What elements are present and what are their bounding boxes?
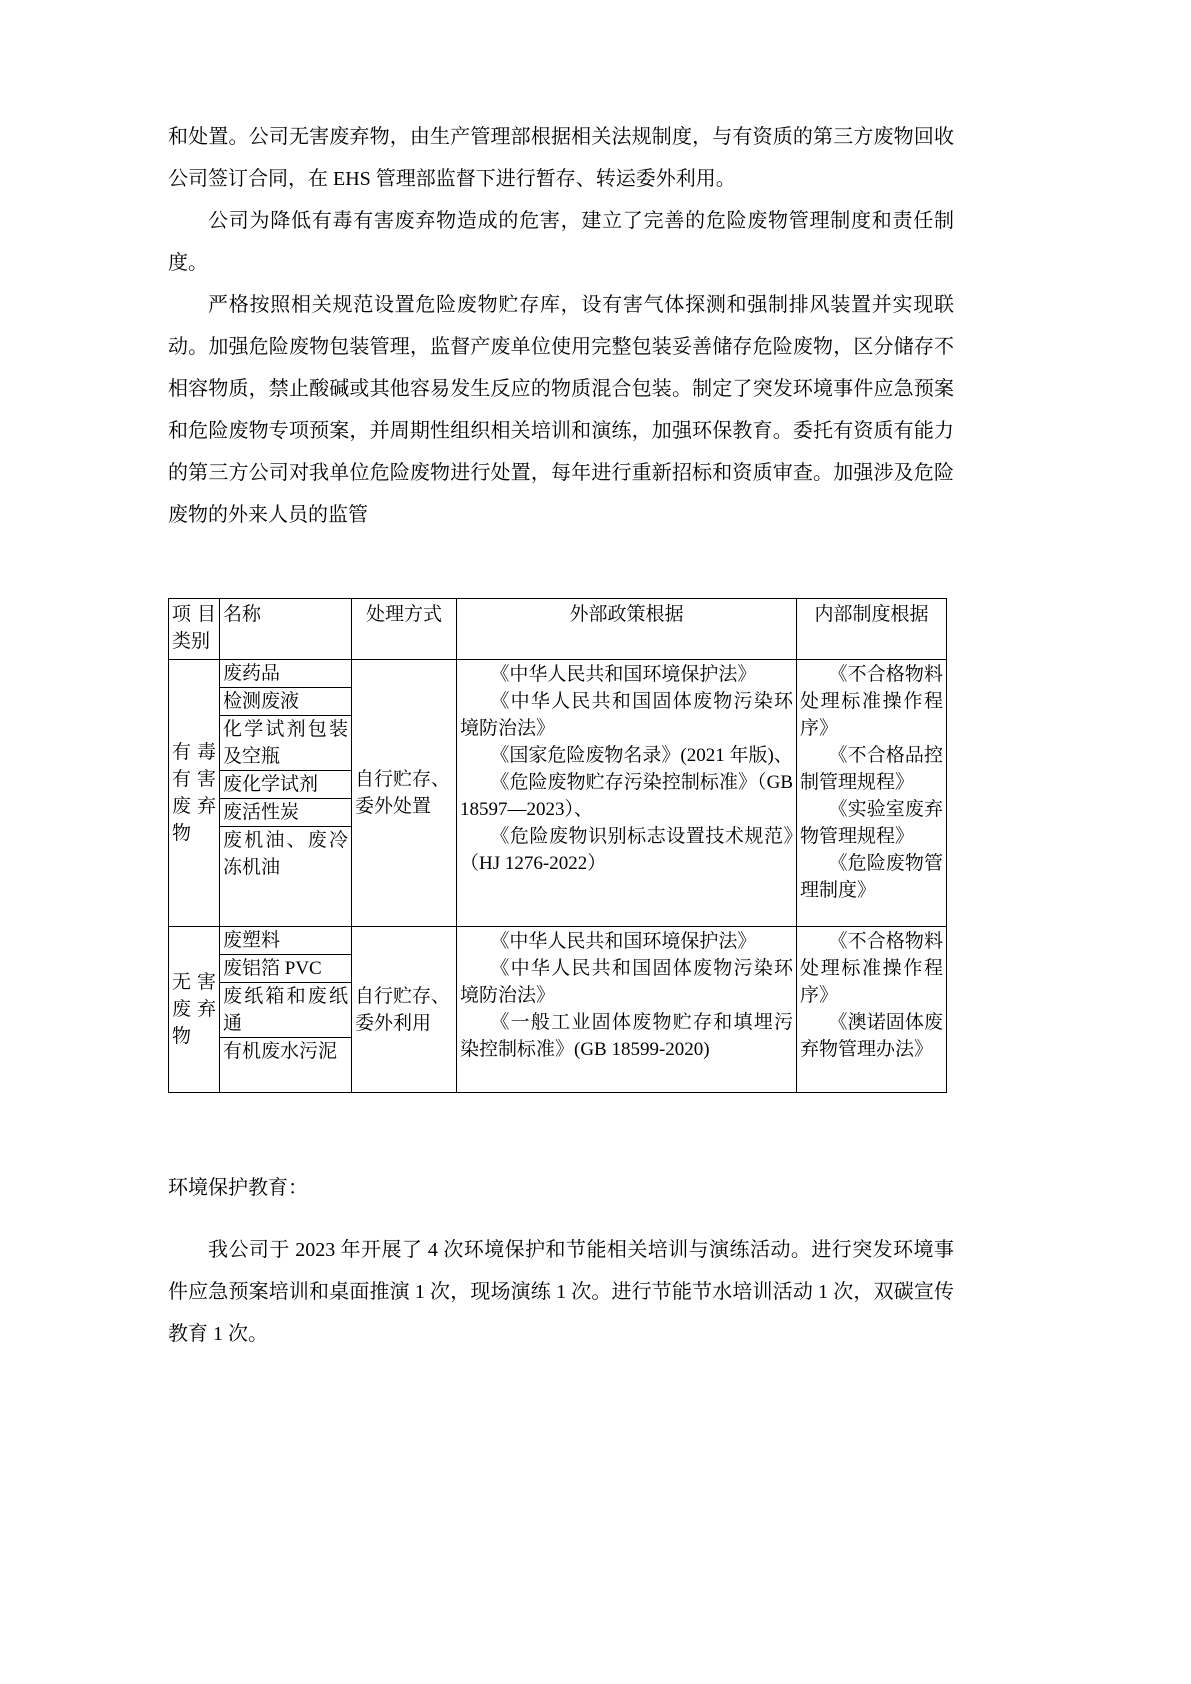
external-policy-item: 《一般工业固体废物贮存和填埋污染控制标准》(GB 18599-2020) xyxy=(460,1012,793,1060)
header-cell-method: 处理方式 xyxy=(351,599,456,659)
name-cell: 废药品 xyxy=(220,660,351,688)
external-policy-item: 《危险废物识别标志设置技术规范》（HJ 1276-2022） xyxy=(460,826,793,874)
name-column xyxy=(219,660,351,926)
table-row-nonhazardous xyxy=(169,926,946,1092)
method-cell xyxy=(351,660,456,926)
external-policy-cell xyxy=(456,660,796,926)
internal-policy-cell xyxy=(796,660,946,926)
external-policy-cell xyxy=(456,927,796,1092)
external-policy-item: 《中华人民共和国环境保护法》 xyxy=(490,931,757,952)
table-row-hazardous xyxy=(169,659,946,926)
name-cell: 有机废水污泥 xyxy=(223,1041,338,1062)
internal-policy-item: 《实验室废弃物管理规程》 xyxy=(800,799,943,847)
name-cell: 废化学试剂 xyxy=(220,771,351,799)
category-label: 有毒有害废弃物 xyxy=(172,742,216,844)
name-cell: 废塑料 xyxy=(220,927,351,955)
external-policy-item: 《危险废物贮存污染控制标准》（GB 18597—2023）、 xyxy=(460,772,793,820)
external-policy-item: 《国家危险废物名录》(2021 年版)、 xyxy=(490,745,793,766)
waste-management-table xyxy=(168,598,947,1093)
name-cell: 废机油、废冷冻机油 xyxy=(223,830,348,878)
method-label: 自行贮存、委外利用 xyxy=(355,985,451,1034)
name-column xyxy=(219,927,351,1092)
external-policy-item: 《中华人民共和国固体废物污染环境防治法》 xyxy=(460,958,793,1006)
category-label: 无害废弃物 xyxy=(172,972,216,1047)
section-heading-environmental-education: 环境保护教育： xyxy=(168,1177,308,1199)
internal-policy-item: 《危险废物管理制度》 xyxy=(800,853,943,901)
internal-policy-item: 《不合格品控制管理规程》 xyxy=(800,745,943,793)
name-cell: 检测废液 xyxy=(220,688,351,716)
external-policy-item: 《中华人民共和国环境保护法》 xyxy=(490,664,757,685)
internal-policy-cell xyxy=(796,927,946,1092)
body-paragraph: 和处置。公司无害废弃物，由生产管理部根据相关法规制度，与有资质的第三方废物回收公司签订合同，在 EHS 管理部监督下进行暂存、转运委外利用。 xyxy=(168,126,954,190)
category-cell xyxy=(169,660,219,926)
method-cell xyxy=(351,927,456,1092)
name-cell: 化学试剂包装及空瓶 xyxy=(220,716,351,771)
name-cell: 废活性炭 xyxy=(220,799,351,827)
header-cell-name: 名称 xyxy=(219,599,351,659)
internal-policy-item: 《澳诺固体废弃物管理办法》 xyxy=(800,1012,943,1060)
header-cell-external-policy: 外部政策根据 xyxy=(456,599,796,659)
intro-section xyxy=(168,116,954,536)
external-policy-item: 《中华人民共和国固体废物污染环境防治法》 xyxy=(460,691,793,739)
footer-paragraph: 我公司于 2023 年开展了 4 次环境保护和节能相关培训与演练活动。进行突发环境事件应急预案培训和桌面推演 1 次，现场演练 1 次。进行节能节水培训活动 1 次，双碳宣传教育 1 次。 xyxy=(168,1239,954,1345)
body-paragraph: 公司为降低有毒有害废弃物造成的危害，建立了完善的危险废物管理制度和责任制度。 xyxy=(168,210,954,274)
category-cell xyxy=(169,927,219,1092)
header-cell-internal-policy: 内部制度根据 xyxy=(796,599,946,659)
name-cell: 废铝箔 PVC xyxy=(220,955,351,983)
table-header-row xyxy=(169,599,946,659)
name-cell: 废纸箱和废纸通 xyxy=(220,983,351,1038)
internal-policy-item: 《不合格物料处理标准操作程序》 xyxy=(800,931,943,1006)
method-label: 自行贮存、委外处置 xyxy=(355,769,451,817)
header-cell-category: 项目类别 xyxy=(172,604,216,652)
body-paragraph: 严格按照相关规范设置危险废物贮存库，设有害气体探测和强制排风装置并实现联动。加强危险废物包装管理，监督产废单位使用完整包装妥善储存危险废物，区分储存不相容物质，禁止酸碱或其他容易发生反应的物质混合包装。制定了突发环境事件应急预案和危险废物专项预案，并周期性组织相关培训和演练，加强环保教育。委托有资质有能力的第三方公司对我单位危险废物进行处置，每年进行重新招标和资质审查。加强涉及危险废物的外来人员的监管 xyxy=(168,294,954,526)
internal-policy-item: 《不合格物料处理标准操作程序》 xyxy=(800,664,943,739)
